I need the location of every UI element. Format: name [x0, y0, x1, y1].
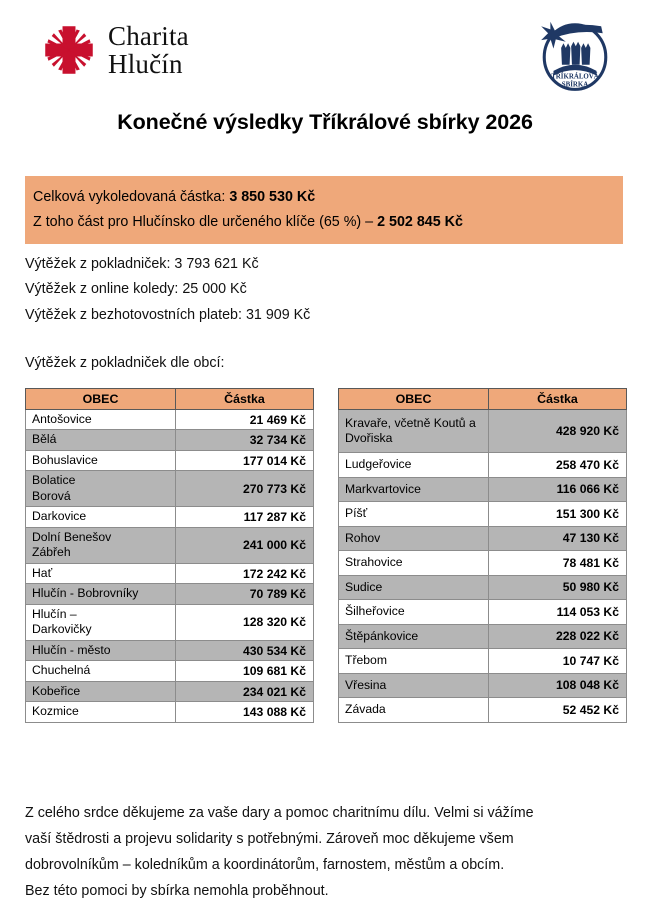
closing-line-1: Z celého srdce děkujeme za vaše dary a pomoc charitnímu dílu. Velmi si vážíme	[25, 805, 534, 821]
tables-section-label: Výtěžek z pokladniček dle obcí:	[25, 355, 225, 371]
table-left-body	[26, 410, 314, 723]
cell-amount: 151 300 Kč	[489, 502, 627, 527]
table-row	[339, 502, 627, 527]
hlucinsko-share-line	[33, 210, 615, 235]
cell-municipality-name: Závada	[339, 698, 489, 723]
column-header-obec: OBEC	[26, 389, 176, 410]
cell-municipality-name: Rohov	[339, 526, 489, 551]
cell-municipality-name: Dolní Benešov Zábřeh	[26, 527, 176, 563]
cell-amount: 258 470 Kč	[489, 453, 627, 478]
cell-municipality-name: Bělá	[26, 430, 176, 450]
table-row	[26, 584, 314, 604]
cell-municipality-name: Třebom	[339, 649, 489, 674]
cell-municipality-name: Markvartovice	[339, 477, 489, 502]
cell-municipality-name: Píšť	[339, 502, 489, 527]
table-row	[26, 471, 314, 507]
table-row	[26, 661, 314, 681]
cell-municipality-name: Sudice	[339, 575, 489, 600]
page-title: Konečné výsledky Tříkrálové sbírky 2026	[117, 110, 533, 134]
closing-line-2: vaší štědrosti a projevu solidarity s potřebnými. Zároveň moc děkujeme všem	[25, 831, 514, 848]
cell-municipality-name: Kravaře, včetně Koutů a Dvořiska	[339, 410, 489, 453]
cell-amount: 114 053 Kč	[489, 600, 627, 625]
table-row	[26, 527, 314, 563]
cell-municipality-name: Štěpánkovice	[339, 624, 489, 649]
cell-municipality-name: Darkovice	[26, 507, 176, 527]
closing-line-4: Bez této pomoci by sbírka nemohla proběhnout.	[25, 883, 329, 900]
tks-logo-line2: SBÍRKA	[561, 81, 589, 89]
table-row	[26, 640, 314, 660]
table-row	[26, 410, 314, 430]
closing-paragraph	[25, 800, 625, 904]
cell-amount: 10 747 Kč	[489, 649, 627, 674]
cell-amount: 52 452 Kč	[489, 698, 627, 723]
charita-logo-line2: Hlučín	[108, 49, 183, 80]
table-row	[26, 604, 314, 640]
table-row	[339, 649, 627, 674]
cell-amount: 109 681 Kč	[176, 661, 314, 681]
cell-amount: 241 000 Kč	[176, 527, 314, 563]
table-row	[339, 453, 627, 478]
closing-line-3: dobrovolníkům – koledníkům a koordinátorům, farnostem, městům a obcím.	[25, 857, 505, 874]
cell-amount: 270 773 Kč	[176, 471, 314, 507]
table-row	[26, 507, 314, 527]
municipality-table-left	[25, 388, 314, 723]
cell-municipality-name: Hlučín – Darkovičky	[26, 604, 176, 640]
cell-municipality-name: Kobeřice	[26, 681, 176, 701]
cell-municipality-name: Strahovice	[339, 551, 489, 576]
cell-amount: 143 088 Kč	[176, 702, 314, 722]
table-row	[26, 681, 314, 701]
cell-municipality-name: Vřesina	[339, 673, 489, 698]
table-row	[339, 673, 627, 698]
cell-amount: 117 287 Kč	[176, 507, 314, 527]
table-row	[339, 624, 627, 649]
cell-amount: 228 022 Kč	[489, 624, 627, 649]
cell-municipality-name: Hať	[26, 563, 176, 583]
cell-municipality-name: Kozmice	[26, 702, 176, 722]
cell-municipality-name: Chuchelná	[26, 661, 176, 681]
charita-logo-line1: Charita	[108, 21, 189, 51]
cell-municipality-name: Šilheřovice	[339, 600, 489, 625]
cell-amount: 78 481 Kč	[489, 551, 627, 576]
cell-amount: 70 789 Kč	[176, 584, 314, 604]
table-row	[339, 410, 627, 453]
cell-amount: 430 534 Kč	[176, 640, 314, 660]
cell-municipality-name: Hlučín - Bobrovníky	[26, 584, 176, 604]
cell-municipality-name: Hlučín - město	[26, 640, 176, 660]
charita-hlucin-logo	[42, 22, 189, 79]
cell-amount: 21 469 Kč	[176, 410, 314, 430]
charita-logo-wordmark	[108, 22, 189, 79]
table-row	[26, 450, 314, 470]
cell-amount: 177 014 Kč	[176, 450, 314, 470]
table-header-row	[339, 389, 627, 410]
column-header-castka: Částka	[176, 389, 314, 410]
charita-cross-icon	[42, 23, 96, 77]
cell-municipality-name: Bolatice Borová	[26, 471, 176, 507]
total-collected-label: Celková vykoledovaná částka:	[33, 189, 226, 205]
cell-amount: 172 242 Kč	[176, 563, 314, 583]
cell-municipality-name: Ludgeřovice	[339, 453, 489, 478]
table-row	[339, 477, 627, 502]
cell-amount: 128 320 Kč	[176, 604, 314, 640]
table-row	[339, 698, 627, 723]
column-header-castka: Částka	[489, 389, 627, 410]
total-collected-line	[33, 185, 615, 210]
table-right-body	[339, 410, 627, 723]
municipality-tables	[25, 388, 625, 723]
table-row	[26, 702, 314, 722]
summary-line-pokladnicky: Výtěžek z pokladniček: 3 793 621 Kč	[25, 256, 259, 272]
table-header-row	[26, 389, 314, 410]
cell-amount: 32 734 Kč	[176, 430, 314, 450]
hlucinsko-share-value: 2 502 845 Kč	[377, 213, 463, 230]
table-row	[339, 600, 627, 625]
table-row	[339, 575, 627, 600]
hlucinsko-share-label: Z toho část pro Hlučínsko dle určeného klíče (65 %) –	[33, 213, 374, 230]
cell-amount: 234 021 Kč	[176, 681, 314, 701]
summary-line-bezhotovostni: Výtěžek z bezhotovostních plateb: 31 909 Kč	[25, 306, 311, 323]
municipality-table-right	[338, 388, 627, 723]
summary-line-online-koleda: Výtěžek z online koledy: 25 000 Kč	[25, 281, 247, 298]
document-header	[0, 0, 650, 100]
table-row	[339, 526, 627, 551]
table-row	[26, 563, 314, 583]
cell-amount: 47 130 Kč	[489, 526, 627, 551]
total-collected-value: 3 850 530 Kč	[229, 189, 316, 205]
tks-logo-line1: TŘÍKRÁLOVÁ	[551, 73, 599, 81]
summary-breakdown	[25, 252, 625, 328]
cell-amount: 428 920 Kč	[489, 410, 627, 453]
table-row	[339, 551, 627, 576]
cell-amount: 116 066 Kč	[489, 477, 627, 502]
total-amount-highlight-box	[25, 176, 623, 244]
column-header-obec: OBEC	[339, 389, 489, 410]
cell-municipality-name: Bohuslavice	[26, 450, 176, 470]
cell-municipality-name: Antošovice	[26, 410, 176, 430]
cell-amount: 108 048 Kč	[489, 673, 627, 698]
trikralova-sbirka-logo-icon	[536, 14, 614, 94]
table-row	[26, 430, 314, 450]
cell-amount: 50 980 Kč	[489, 575, 627, 600]
